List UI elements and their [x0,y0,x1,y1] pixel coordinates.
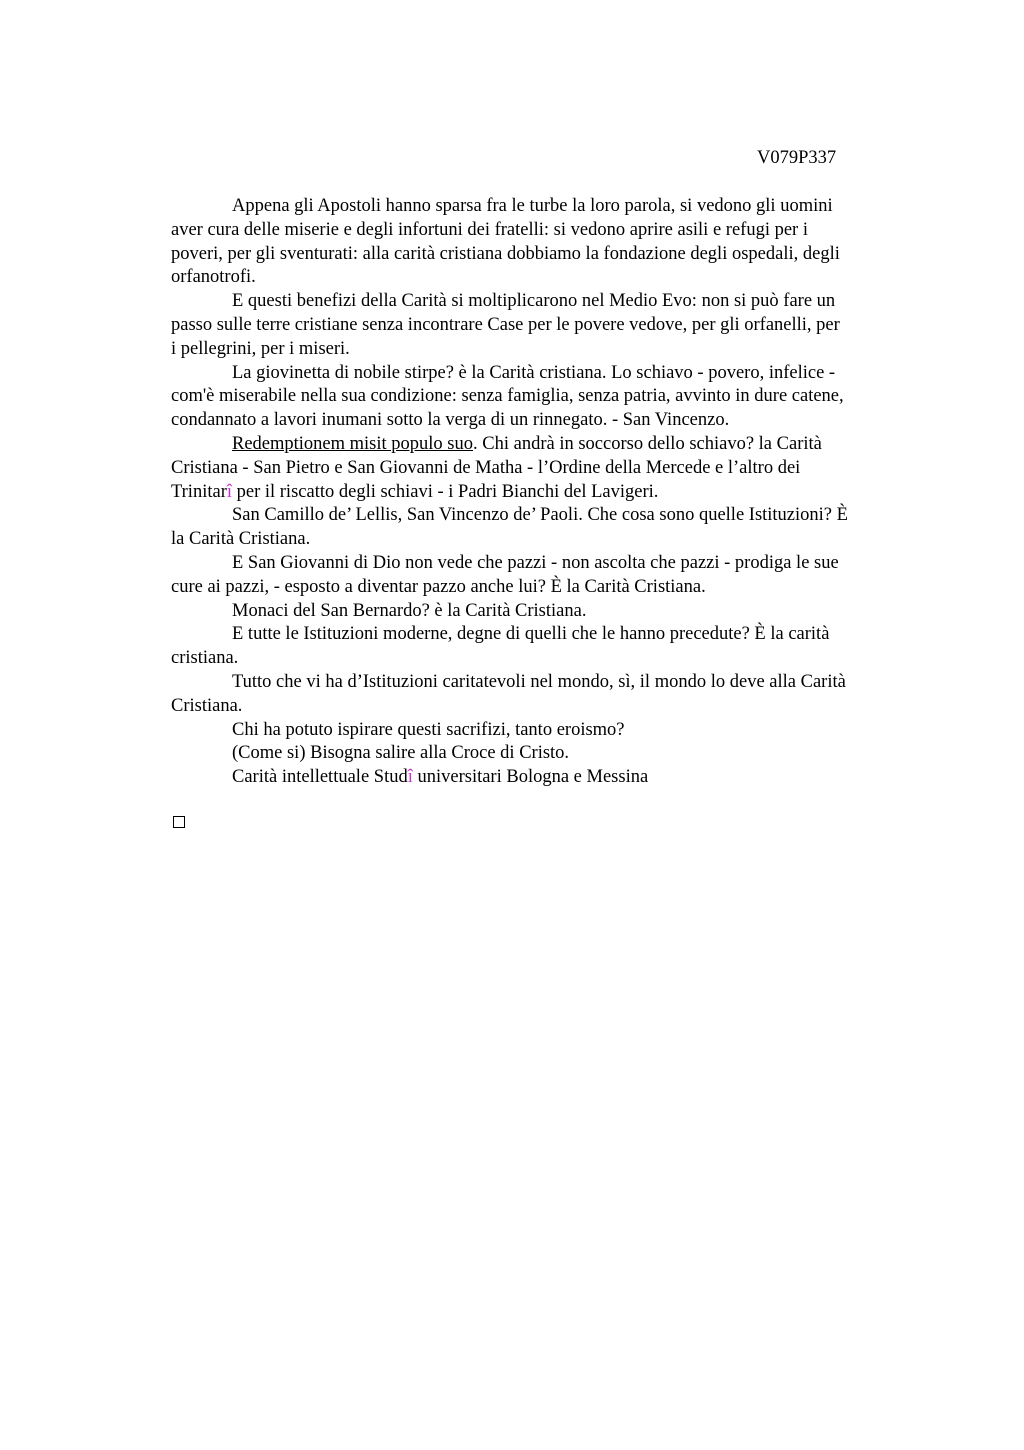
paragraph-san-giovanni-di-dio [171,552,931,600]
paragraph-tutto-che [171,671,931,719]
text-line: Monaci del San Bernardo? è la Carità Cristiana. [232,600,587,621]
text-span: per il riscatto degli schiavi - i Padri Bianchi del Lavigeri. [232,481,659,502]
text-line: Cristiana. [171,695,243,716]
text-span: . Chi andrà in soccorso dello schiavo? la Carità [473,433,822,454]
paragraph-istituzioni-moderne [171,623,931,671]
text-line: San Camillo de’ Lellis, San Vincenzo de’ Paoli. Che cosa sono quelle Istituzioni? È [232,505,848,526]
paragraph-croce [171,742,931,766]
text-line: (Come si) Bisogna salire alla Croce di Cristo. [232,743,570,764]
text-line: aver cura delle miserie e degli infortuni dei fratelli: si vedono aprire asili e refugi per i [171,219,808,240]
text-line [171,481,931,505]
text-line: cristiana. [171,648,239,669]
paragraph-sacrifizi [171,719,931,743]
text-line: E San Giovanni di Dio non vede che pazzi - non ascolta che pazzi - prodiga le sue [232,552,839,573]
text-line: E tutte le Istituzioni moderne, degne di quelli che le hanno precedute? È la carità [232,624,830,645]
text-line: i pellegrini, per i miseri. [171,338,350,359]
text-line: La giovinetta di nobile stirpe? è la Carità cristiana. Lo schiavo - povero, infelice - [232,362,836,383]
paragraph-redemptionem [171,433,931,504]
text-line [171,766,931,790]
paragraph-san-bernardo [171,600,931,624]
paragraph-carita-intellettuale [171,766,931,790]
underlined-quote: Redemptionem misit populo suo [232,433,474,454]
text-line: passo sulle terre cristiane senza incontrare Case per le povere vedove, per gli orfanelli, per [171,314,840,335]
text-line: com'è miserabile nella sua condizione: senza famiglia, senza patria, avvinto in dure catene, [171,386,844,407]
paragraph-medio-evo [171,290,931,361]
checkbox-square[interactable] [173,816,185,828]
text-span: Trinitar [171,481,227,502]
paragraph-giovinetta [171,362,931,433]
text-span: Carità intellettuale Stud [232,767,408,788]
paragraph-apostoli [171,195,931,290]
paragraph-san-camillo [171,504,931,552]
text-line [171,433,931,457]
highlighted-character: î [407,767,413,788]
highlighted-character: î [226,481,232,502]
text-line: Tutto che vi ha d’Istituzioni caritatevoli nel mondo, sì, il mondo lo deve alla Carità [232,671,846,692]
document-body [171,195,931,790]
text-line: poveri, per gli sventurati: alla carità cristiana dobbiamo la fondazione degli ospedali, degli [171,243,840,264]
text-line: Chi ha potuto ispirare questi sacrifizi, tanto eroismo? [232,719,625,740]
page-code: V079P337 [757,148,837,168]
text-line: orfanotrofi. [171,267,256,288]
text-line: E questi benefizi della Carità si moltiplicarono nel Medio Evo: non si può fare un [232,291,836,312]
text-line: Cristiana - San Pietro e San Giovanni de Matha - l’Ordine della Mercede e l’altro dei [171,457,801,478]
text-line: cure ai pazzi, - esposto a diventar pazzo anche lui? È la Carità Cristiana. [171,576,706,597]
text-line: la Carità Cristiana. [171,529,311,550]
text-line: condannato a lavori inumani sotto la verga di un rinnegato. - San Vincenzo. [171,410,730,431]
text-span: universitari Bologna e Messina [412,767,649,788]
text-line: Appena gli Apostoli hanno sparsa fra le turbe la loro parola, si vedono gli uomini [232,196,833,216]
